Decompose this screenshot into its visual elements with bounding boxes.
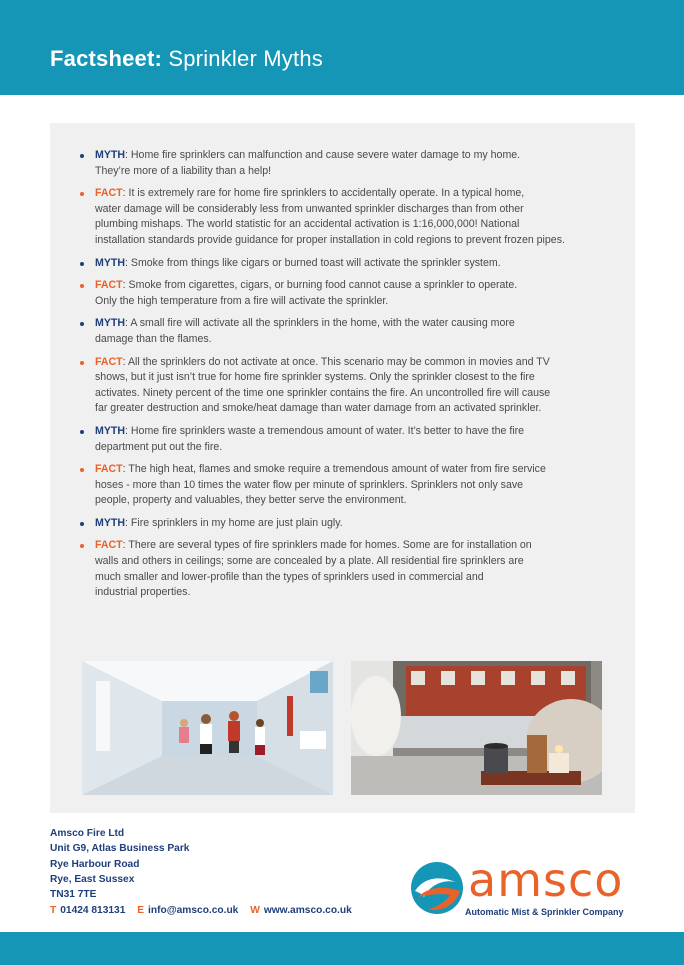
company-name: Amsco Fire Ltd bbox=[50, 828, 125, 839]
email-link[interactable]: info@amsco.co.uk bbox=[148, 905, 239, 916]
content-panel bbox=[50, 123, 635, 813]
fact-text: hoses - more than 10 times the water flow per minute of sprinklers. Sprinklers not only save bbox=[95, 478, 524, 491]
amsco-logo bbox=[410, 853, 640, 922]
myth-text: : Fire sprinklers in my home are just plain ugly. bbox=[125, 516, 343, 529]
footer-band bbox=[0, 932, 684, 965]
fact-text: much smaller and lower-profile than the types of sprinklers used in commercial and bbox=[95, 570, 484, 583]
fact-text: : All the sprinklers do not activate at once. This scenario may be common in movies and TV bbox=[122, 355, 550, 368]
amsco-logo-icon bbox=[410, 861, 464, 915]
fact-item bbox=[80, 355, 600, 417]
address-line-3: Rye, East Sussex bbox=[50, 873, 135, 885]
myth-text-line bbox=[95, 256, 600, 272]
myth-label: MYTH bbox=[95, 516, 126, 529]
fact-text: : It is extremely rare for home fire sprinklers to accidentally operate. In a typical home, bbox=[122, 187, 525, 200]
email-key: E bbox=[137, 905, 145, 916]
fact-text: installation standards provide guidance for proper installation in cold regions to prevent frozen pipes. bbox=[95, 233, 565, 246]
fact-text-line bbox=[95, 401, 600, 417]
myth-label: MYTH bbox=[95, 149, 126, 161]
myth-text-line bbox=[95, 440, 600, 456]
contact-details bbox=[50, 905, 361, 916]
bullet-dot-icon bbox=[80, 262, 84, 266]
fact-text-line bbox=[95, 554, 600, 570]
fact-label: FACT bbox=[95, 539, 123, 552]
fact-text: far greater destruction and smoke/heat damage than water damage from an activated sprinkler. bbox=[95, 402, 542, 415]
fact-item bbox=[80, 462, 600, 509]
fact-text: walls and others in ceilings; some are concealed by a plate. All residential fire sprinklers are bbox=[95, 555, 524, 568]
myth-text: : Smoke from things like cigars or burned toast will activate the sprinkler system. bbox=[125, 256, 501, 269]
myth-text: They’re more of a liability than a help! bbox=[95, 164, 272, 177]
bullet-dot-icon bbox=[80, 522, 84, 526]
fact-text: Only the high temperature from a fire will activate the sprinkler. bbox=[95, 294, 389, 307]
myth-item bbox=[80, 316, 600, 347]
fact-text-line bbox=[95, 233, 600, 249]
phone-number: 01424 813131 bbox=[60, 905, 126, 916]
fact-text: industrial properties. bbox=[95, 586, 191, 599]
myth-label: MYTH bbox=[95, 317, 126, 330]
web-key: W bbox=[250, 905, 260, 916]
myth-text-line bbox=[95, 148, 600, 164]
bullet-dot-icon bbox=[80, 544, 84, 548]
myth-text: : A small fire will activate all the sprinklers in the home, with the water causing more bbox=[125, 317, 515, 330]
website-link[interactable]: www.amsco.co.uk bbox=[263, 905, 352, 916]
fact-text-line bbox=[95, 570, 600, 586]
myth-item bbox=[80, 424, 600, 455]
school-corridor-photo bbox=[82, 661, 333, 795]
bullet-dot-icon bbox=[80, 468, 84, 472]
myth-text: department put out the fire. bbox=[95, 440, 223, 453]
myth-text: damage than the flames. bbox=[95, 332, 212, 345]
myth-text: : Home fire sprinklers can malfunction and cause severe water damage to my home. bbox=[125, 149, 521, 161]
bullet-dot-icon bbox=[80, 284, 84, 288]
fact-text-line bbox=[95, 294, 600, 310]
fact-text-line bbox=[95, 186, 600, 202]
bullet-dot-icon bbox=[80, 361, 84, 365]
phone-contact bbox=[50, 905, 125, 916]
bullet-dot-icon bbox=[80, 192, 84, 196]
address-line-1: Unit G9, Atlas Business Park bbox=[50, 843, 190, 855]
fact-text: water damage will be considerably less from unwanted sprinkler discharges than from other bbox=[95, 202, 524, 215]
myth-label: MYTH bbox=[95, 256, 126, 269]
title-text: Sprinkler Myths bbox=[168, 46, 323, 71]
fact-text: people, property and valuables, they better serve the environment. bbox=[95, 494, 407, 507]
web-contact bbox=[250, 905, 352, 916]
fact-text-line bbox=[95, 585, 600, 601]
page-title bbox=[50, 44, 323, 74]
phone-key: T bbox=[50, 905, 57, 916]
fact-text-line bbox=[95, 278, 600, 294]
fact-text-line bbox=[95, 386, 600, 402]
fact-text: : Smoke from cigarettes, cigars, or burning food cannot cause a sprinkler to operate. bbox=[122, 279, 518, 292]
myth-item bbox=[80, 148, 600, 179]
fact-item bbox=[80, 186, 600, 248]
bullet-dot-icon bbox=[80, 322, 84, 326]
fact-text-line bbox=[95, 202, 600, 218]
title-prefix: Factsheet: bbox=[50, 46, 163, 71]
fact-label: FACT bbox=[95, 463, 123, 476]
myth-text-line bbox=[95, 316, 600, 332]
fact-item bbox=[80, 278, 600, 309]
fact-text: : The high heat, flames and smoke require a tremendous amount of water from fire service bbox=[122, 463, 546, 476]
logo-wordmark: amsco bbox=[468, 853, 624, 907]
fact-text-line bbox=[95, 538, 600, 554]
myth-item bbox=[80, 516, 600, 532]
fact-text: : There are several types of fire sprinklers made for homes. Some are for installation on bbox=[122, 539, 532, 552]
fact-text: shows, but it just isn’t true for home fire sprinkler systems. Only the sprinkler closest to the fire bbox=[95, 371, 535, 384]
fact-item bbox=[80, 538, 600, 600]
fact-text-line bbox=[95, 493, 600, 509]
fact-text-line bbox=[95, 355, 600, 371]
living-room-photo bbox=[351, 661, 602, 795]
fact-label: FACT bbox=[95, 279, 123, 292]
fact-text-line bbox=[95, 478, 600, 494]
fact-label: FACT bbox=[95, 187, 123, 200]
fact-text: plumbing mishaps. The world statistic for an accidental activation is 1:16,000,000! National bbox=[95, 218, 520, 231]
myth-text: : Home fire sprinklers waste a tremendous amount of water. It’s better to have the fire bbox=[125, 424, 525, 437]
myth-text-line bbox=[95, 332, 600, 348]
myth-fact-list bbox=[80, 148, 600, 608]
bullet-dot-icon bbox=[80, 154, 84, 158]
fact-label: FACT bbox=[95, 355, 123, 368]
bullet-dot-icon bbox=[80, 430, 84, 434]
myth-text-line bbox=[95, 424, 600, 440]
myth-item bbox=[80, 256, 600, 272]
myth-text-line bbox=[95, 164, 600, 180]
email-contact bbox=[137, 905, 238, 916]
address-postcode: TN31 7TE bbox=[50, 889, 97, 901]
logo-tagline: Automatic Mist & Sprinkler Company bbox=[465, 907, 624, 917]
address-line-2: Rye Harbour Road bbox=[50, 858, 140, 870]
myth-text-line bbox=[95, 516, 600, 532]
fact-text-line bbox=[95, 217, 600, 233]
fact-text-line bbox=[95, 462, 600, 478]
fact-text-line bbox=[95, 370, 600, 386]
myth-label: MYTH bbox=[95, 424, 126, 437]
company-address bbox=[50, 826, 189, 902]
fact-text: activates. Ninety percent of the time one sprinkler contains the fire. An uncontrolled fire will cause bbox=[95, 386, 551, 399]
